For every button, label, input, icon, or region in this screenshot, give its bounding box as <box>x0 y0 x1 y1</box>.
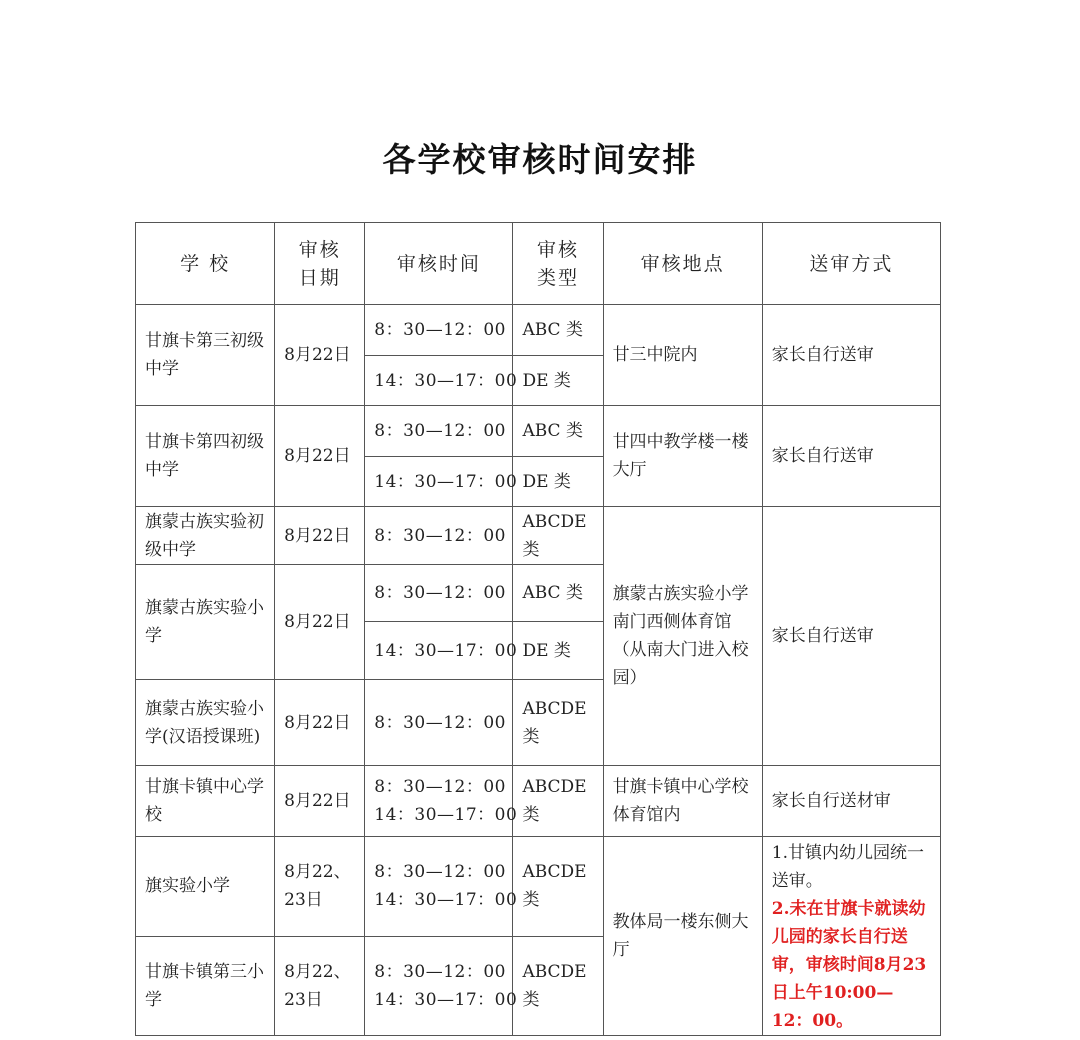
place-cell: 甘三中院内 <box>603 305 762 406</box>
time-cell: 8：30—12：00 <box>365 406 513 457</box>
header-date-line2: 日期 <box>298 266 341 289</box>
date-cell: 8月22、23日 <box>275 837 365 937</box>
time-cell: 14：30—17：00 <box>365 622 513 680</box>
type-cell: ABCDE 类 <box>513 680 603 766</box>
time-cell <box>365 837 518 937</box>
time-line: 14：30—17：00 <box>374 989 518 1010</box>
type-cell: ABCDE 类 <box>513 936 603 1036</box>
time-line: 8：30—12：00 <box>374 961 506 982</box>
header-time: 审核时间 <box>365 223 513 305</box>
place-cell: 教体局一楼东侧大厅 <box>603 837 762 1036</box>
school-cell: 甘旗卡第四初级中学 <box>136 406 275 507</box>
type-cell: ABC 类 <box>513 406 603 457</box>
header-date-line1: 审核 <box>298 238 341 261</box>
type-cell: DE 类 <box>513 622 603 680</box>
time-cell: 8：30—12：00 <box>365 507 513 565</box>
time-line: 14：30—17：00 <box>374 805 518 825</box>
mode-cell: 家长自行送审 <box>762 406 940 507</box>
table-row <box>136 507 941 565</box>
table-row <box>136 766 941 837</box>
header-type-line1: 审核 <box>537 238 580 261</box>
school-cell: 旗蒙古族实验小学(汉语授课班) <box>136 680 275 766</box>
date-cell: 8月22日 <box>275 565 365 680</box>
time-cell: 8：30—12：00 <box>365 680 513 766</box>
header-date <box>275 223 365 305</box>
school-cell: 旗实验小学 <box>136 837 275 937</box>
school-cell: 旗蒙古族实验初级中学 <box>136 507 275 565</box>
time-cell <box>365 766 518 837</box>
table-row <box>136 406 941 457</box>
date-cell: 8月22日 <box>275 680 365 766</box>
table-row <box>136 837 941 937</box>
school-cell: 甘旗卡镇第三小学 <box>136 936 275 1036</box>
type-cell: ABCDE 类 <box>513 837 603 937</box>
time-line: 14：30—17：00 <box>374 890 518 911</box>
time-cell: 8：30—12：00 <box>365 305 513 356</box>
header-type <box>513 223 603 305</box>
mode-note-1: 1.甘镇内幼儿园统一送审。 <box>771 843 924 891</box>
mode-cell: 家长自行送审 <box>762 305 940 406</box>
table-header-row <box>136 223 941 305</box>
table-row <box>136 305 941 356</box>
type-cell: ABCDE 类 <box>513 507 603 565</box>
type-cell: DE 类 <box>513 356 603 406</box>
type-cell: ABC 类 <box>513 565 603 622</box>
type-cell: DE 类 <box>513 457 603 507</box>
place-cell: 甘四中教学楼一楼大厅 <box>603 406 762 507</box>
time-cell <box>365 936 518 1036</box>
time-line: 8：30—12：00 <box>374 777 506 797</box>
school-cell: 甘旗卡镇中心学校 <box>136 766 275 837</box>
time-cell: 14：30—17：00 <box>365 457 513 507</box>
mode-note-2: 2.未在甘旗卡就读幼儿园的家长自行送审，审核时间8月23日上午10:00—12：00。 <box>771 899 927 1031</box>
place-cell: 旗蒙古族实验小学南门西侧体育馆（从南大门进入校园） <box>603 507 762 766</box>
header-mode: 送审方式 <box>762 223 940 305</box>
time-cell: 14：30—17：00 <box>365 356 513 406</box>
type-cell: ABC 类 <box>513 305 603 356</box>
type-cell: ABCDE 类 <box>513 766 603 837</box>
time-line: 8：30—12：00 <box>374 862 506 883</box>
header-type-line2: 类型 <box>537 266 580 289</box>
place-cell: 甘旗卡镇中心学校体育馆内 <box>603 766 762 837</box>
header-place: 审核地点 <box>603 223 762 305</box>
mode-cell: 家长自行送审 <box>762 507 940 766</box>
date-cell: 8月22日 <box>275 507 365 565</box>
date-cell: 8月22日 <box>275 305 365 406</box>
school-cell: 甘旗卡第三初级中学 <box>136 305 275 406</box>
header-school: 学 校 <box>136 223 275 305</box>
date-cell: 8月22日 <box>275 406 365 507</box>
school-cell: 旗蒙古族实验小学 <box>136 565 275 680</box>
date-cell: 8月22日 <box>275 766 365 837</box>
mode-cell <box>762 837 940 1036</box>
time-cell: 8：30—12：00 <box>365 565 513 622</box>
schedule-table <box>135 222 941 1036</box>
mode-cell: 家长自行送材审 <box>762 766 940 837</box>
date-cell: 8月22、23日 <box>275 936 365 1036</box>
page-title: 各学校审核时间安排 <box>382 140 698 179</box>
